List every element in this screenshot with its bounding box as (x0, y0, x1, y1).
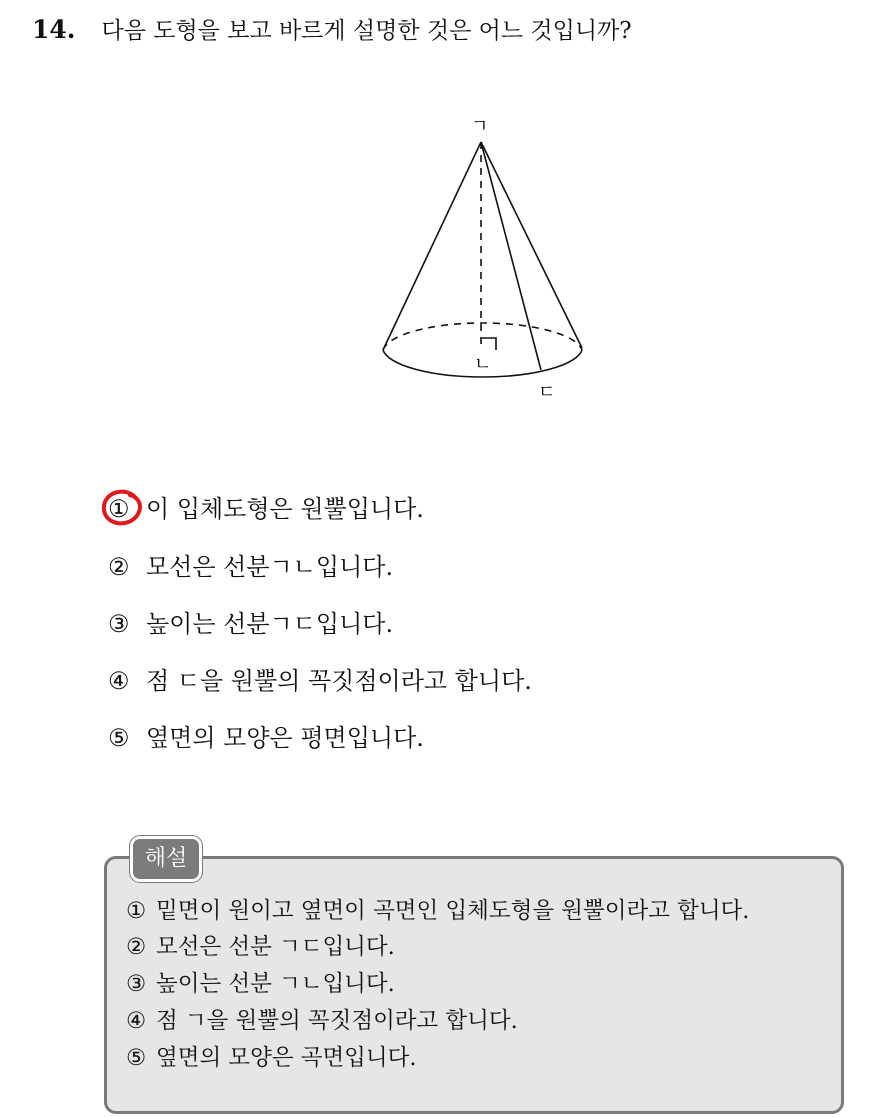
choice-4[interactable] (108, 664, 532, 698)
choice-5[interactable] (108, 721, 424, 755)
choice-1[interactable] (108, 492, 424, 526)
choice-1-number: ① (108, 495, 130, 523)
solution-badge: 해설 (130, 836, 202, 882)
center-label: ㄴ (474, 354, 492, 375)
choice-4-text: 점 ㄷ을 원뿔의 꼭짓점이라고 합니다. (146, 667, 532, 695)
solution-line-1-text: 밑면이 원이고 옆면이 곡면인 입체도형을 원뿔이라고 합니다. (156, 898, 750, 924)
solution-line-2 (126, 930, 395, 964)
solution-line-2-text: 모선은 선분 ㄱㄷ입니다. (156, 934, 395, 960)
right-angle-mark (481, 338, 496, 350)
solution-line-5-number: ⑤ (126, 1045, 147, 1071)
solution-line-1-number: ① (126, 898, 147, 924)
cone-figure (0, 0, 884, 420)
base-point-label: ㄷ (538, 382, 556, 403)
choice-5-text: 옆면의 모양은 평면입니다. (146, 724, 424, 752)
choice-5-number: ⑤ (108, 724, 130, 752)
choice-2-text: 모선은 선분ㄱㄴ입니다. (146, 553, 394, 581)
choice-3-number: ③ (108, 610, 130, 638)
choice-3[interactable] (108, 607, 393, 641)
apex-label: ㄱ (471, 116, 489, 137)
choice-3-text: 높이는 선분ㄱㄷ입니다. (146, 610, 394, 638)
choice-1-text: 이 입체도형은 원뿔입니다. (146, 495, 424, 523)
solution-line-5-text: 옆면의 모양은 곡면입니다. (156, 1045, 417, 1071)
solution-line-4-text: 점 ㄱ을 원뿔의 꼭짓점이라고 합니다. (156, 1008, 518, 1034)
cone-left-side (383, 142, 481, 350)
question-number: 14. (32, 15, 76, 44)
solution-line-4-number: ④ (126, 1008, 147, 1034)
choice-2[interactable] (108, 550, 393, 584)
solution-line-5 (126, 1041, 417, 1075)
solution-line-3 (126, 967, 395, 1001)
choice-2-number: ② (108, 553, 130, 581)
solution-line-4 (126, 1004, 518, 1038)
cone-right-side (481, 142, 582, 348)
base-back-arc (383, 323, 582, 350)
choice-4-number: ④ (108, 667, 130, 695)
slant-line (481, 142, 541, 370)
solution-line-3-number: ③ (126, 971, 147, 997)
solution-line-2-number: ② (126, 934, 147, 960)
solution-line-3-text: 높이는 선분 ㄱㄴ입니다. (156, 971, 395, 997)
question-text: 다음 도형을 보고 바르게 설명한 것은 어느 것입니까? (101, 18, 632, 44)
solution-line-1 (126, 894, 749, 928)
